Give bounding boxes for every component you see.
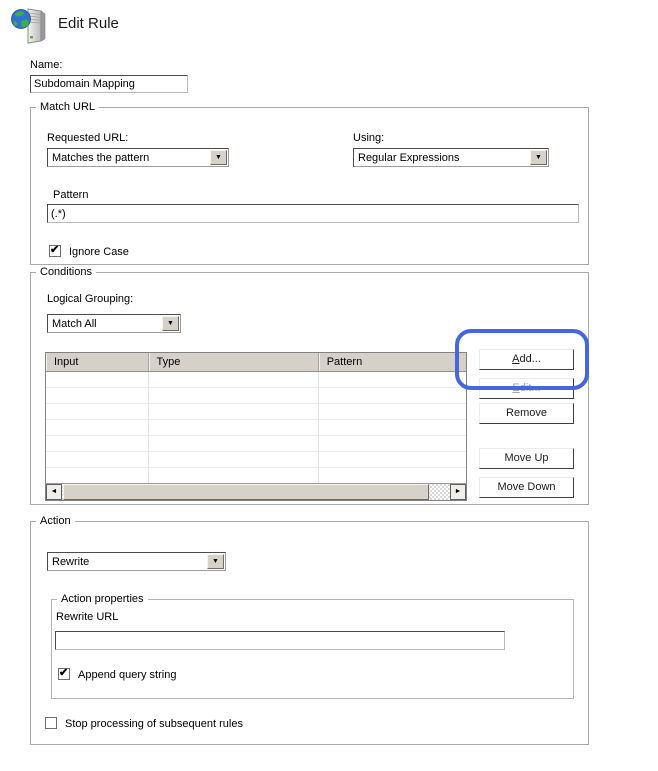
action-group [30, 515, 589, 745]
conditions-table-header [46, 353, 466, 372]
table-cell [149, 404, 319, 419]
table-cell [319, 468, 466, 483]
chevron-down-icon[interactable]: ▼ [162, 316, 179, 331]
checkmark-icon: ✔ [59, 667, 69, 679]
chevron-down-icon[interactable]: ▼ [210, 150, 227, 165]
table-cell [46, 452, 149, 467]
table-row [46, 452, 466, 468]
scroll-right-icon[interactable]: ► [450, 484, 466, 500]
action-type-select[interactable] [47, 552, 226, 571]
table-cell [149, 452, 319, 467]
using-select[interactable] [353, 148, 549, 167]
pattern-input[interactable] [47, 204, 579, 223]
using-value: Regular Expressions [358, 152, 460, 164]
table-cell [319, 420, 466, 435]
conditions-legend: Conditions [36, 266, 96, 279]
table-cell [319, 404, 466, 419]
name-label: Name: [30, 59, 63, 71]
scroll-left-icon[interactable]: ◄ [46, 484, 62, 500]
stop-processing-checkbox[interactable] [45, 717, 57, 729]
rewrite-url-label: Rewrite URL [56, 611, 119, 623]
column-header-input[interactable]: Input [46, 353, 149, 371]
table-cell [319, 436, 466, 451]
add-button[interactable]: Add... [479, 349, 574, 370]
append-query-string-label: Append query string [78, 669, 177, 681]
table-row [46, 420, 466, 436]
match-url-legend: Match URL [36, 101, 99, 114]
ignore-case-label: Ignore Case [69, 246, 129, 258]
table-cell [46, 404, 149, 419]
table-row [46, 404, 466, 420]
logical-grouping-value: Match All [52, 318, 97, 330]
table-cell [46, 436, 149, 451]
table-cell [319, 372, 466, 387]
conditions-group [30, 266, 589, 505]
table-cell [149, 468, 319, 483]
append-query-string-checkbox[interactable] [58, 668, 70, 680]
edit-button[interactable]: Edit... [479, 378, 574, 399]
ignore-case-checkbox[interactable] [49, 245, 61, 257]
pattern-label: Pattern [53, 189, 89, 201]
conditions-table[interactable] [45, 352, 467, 501]
table-cell [149, 372, 319, 387]
logical-grouping-select[interactable] [47, 314, 181, 333]
table-cell [46, 468, 149, 483]
requested-url-select[interactable] [47, 148, 229, 167]
match-url-group [30, 101, 589, 265]
conditions-table-body [46, 372, 466, 484]
table-row [46, 468, 466, 484]
moveup-button[interactable]: Move Up [479, 448, 574, 469]
action-legend: Action [36, 515, 75, 528]
table-row [46, 388, 466, 404]
table-cell [319, 388, 466, 403]
chevron-down-icon[interactable]: ▼ [530, 150, 547, 165]
rewrite-url-input[interactable] [55, 631, 505, 650]
requested-url-value: Matches the pattern [52, 152, 150, 164]
table-cell [149, 388, 319, 403]
table-cell [319, 452, 466, 467]
action-properties-group [51, 593, 574, 699]
action-type-value: Rewrite [52, 556, 90, 568]
chevron-down-icon[interactable]: ▼ [207, 554, 224, 569]
table-cell [46, 420, 149, 435]
table-row [46, 372, 466, 388]
table-row [46, 436, 466, 452]
iis-site-icon [10, 6, 50, 46]
stop-processing-label: Stop processing of subsequent rules [65, 718, 243, 730]
column-header-type[interactable]: Type [149, 353, 319, 371]
action-properties-legend: Action properties [57, 593, 148, 606]
movedown-button[interactable]: Move Down [479, 477, 574, 498]
table-cell [149, 420, 319, 435]
table-cell [149, 436, 319, 451]
requested-url-label: Requested URL: [47, 132, 129, 144]
scrollbar-thumb[interactable] [63, 484, 429, 500]
remove-button[interactable]: Remove [479, 403, 574, 424]
table-cell [46, 372, 149, 387]
column-header-pattern[interactable]: Pattern [319, 353, 466, 371]
logical-grouping-label: Logical Grouping: [47, 293, 134, 305]
name-input[interactable] [30, 75, 188, 93]
using-label: Using: [353, 132, 385, 144]
horizontal-scrollbar[interactable] [46, 483, 466, 500]
page-title: Edit Rule [58, 15, 119, 32]
checkmark-icon: ✔ [50, 244, 60, 256]
table-cell [46, 388, 149, 403]
